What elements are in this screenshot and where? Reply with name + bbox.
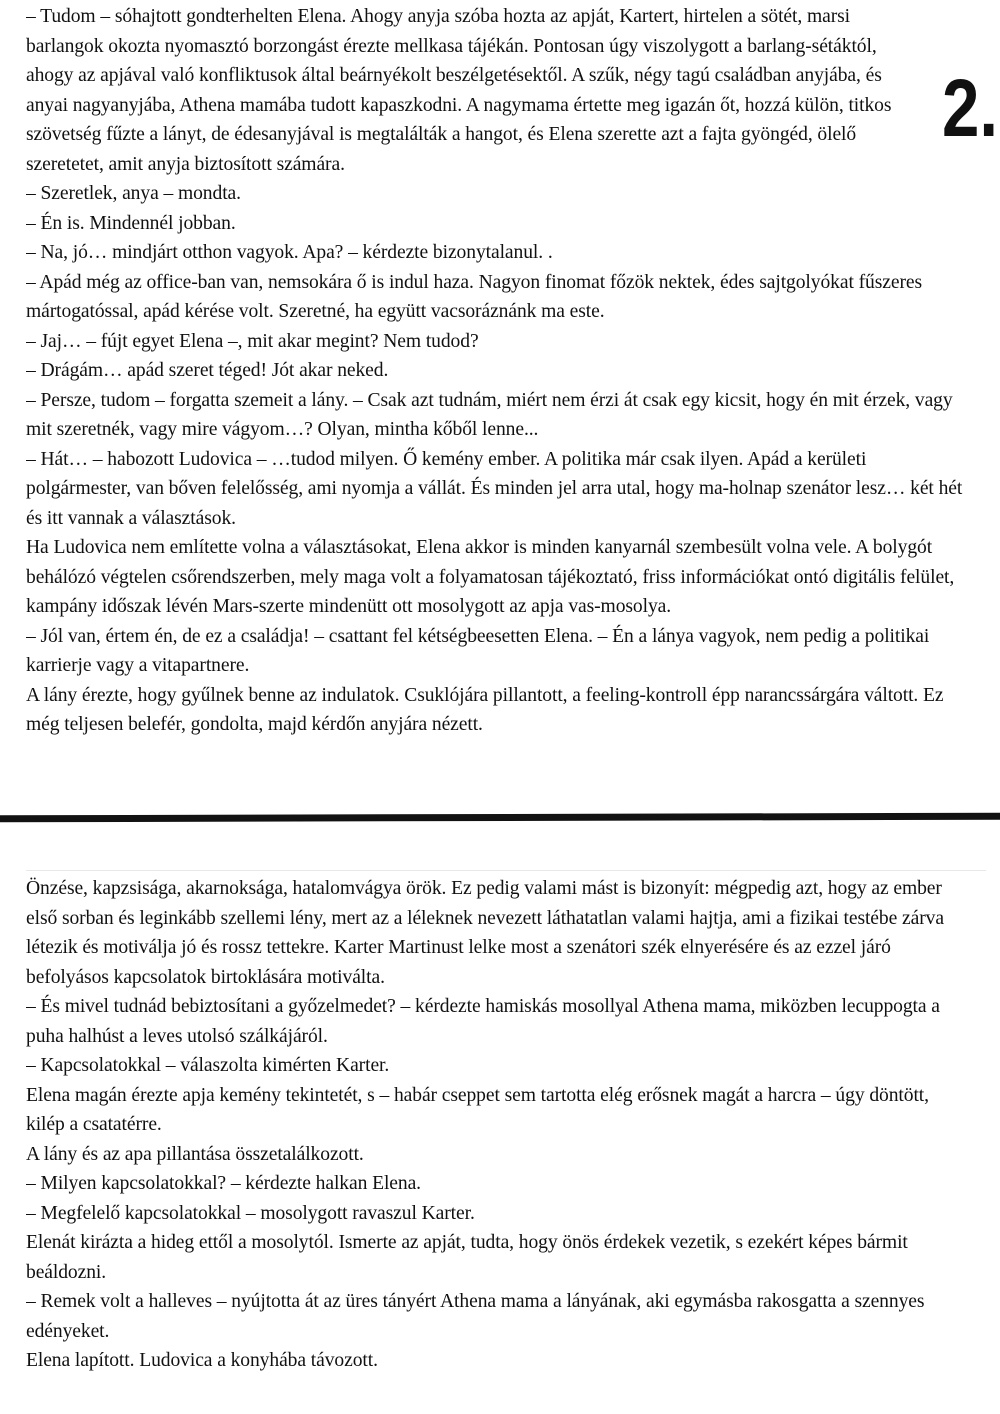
paragraph: – Tudom – sóhajtott gondterhelten Elena. Ahogy anyja szóba hozta az apját, Kartert, hirtelen a sötét, marsi barlangok okozta nyomasztó borzongást érezte mellkasa tájékán. Pontosan úgy viszolygott a barlang-sétáktól, ahogy az apjával való konfliktusok által beárnyékolt beszélgetésektől. A szűk, négy tagú családban anyjába, és anyai nagyanyjába, Athena mamába tudott kapaszkodni. A nagymama értette meg igazán őt, hozzá külön, titkos szövetség fűzte a lányt, de édesanyjával is megtalálták a hangot, és Elena szerette azt a fajta gyöngéd, ölelő szeretetet, amit anyja biztosított számára. — [26, 6, 892, 175]
paragraph: Elenát kirázta a hideg ettől a mosolytól. Ismerte az apját, tudta, hogy önös érdekek vezetik, s ezekért képes bármit beáldozni. — [26, 1232, 908, 1283]
excerpt-frame-line — [26, 870, 986, 871]
paragraph: – Remek volt a halleves – nyújtotta át az üres tányért Athena mama a lányának, aki egymásba rakosgatta a szennyes edényeket. — [26, 1291, 925, 1342]
paragraph: – Kapcsolatokkal – válaszolta kimérten Karter. — [26, 1055, 390, 1076]
paragraph: – Én is. Mindennél jobban. — [26, 212, 236, 234]
top-text-excerpt — [26, 2, 972, 792]
paragraph: A lány és az apa pillantása összetalálkozott. — [26, 1143, 364, 1165]
paragraph: – Na, jó… mindjárt otthon vagyok. Apa? – kérdezte bizonytalanul. . — [26, 242, 553, 263]
section-divider — [0, 813, 1000, 823]
paragraph: – Szeretlek, anya – mondta. — [26, 183, 241, 204]
paragraph: – Milyen kapcsolatokkal? – kérdezte halkan Elena. — [26, 1173, 421, 1194]
paragraph: Ha Ludovica nem említette volna a választásokat, Elena akkor is minden kanyarnál szembesült volna vele. A bolygót behálózó végtelen csőrendszerben, mely maga volt a folyamatosan tájékoztató, friss információkat ontó digitális felület, kampány időszak lévén Mars-szerte mindenütt ott mosolygott az apja vas-mosolya. — [26, 537, 955, 617]
paragraph: – És mivel tudnád bebiztosítani a győzelmedet? – kérdezte hamiskás mosollyal Athena mama, miközben lecuppogta a puha halhúst a leves utolsó szálkájáról. — [26, 996, 940, 1047]
paragraph: – Jól van, értem én, de ez a családja! – csattant fel kétségbeesetten Elena. – Én a lánya vagyok, nem pedig a politikai karrierje vagy a vitapartnere. — [26, 625, 930, 676]
paragraph: – Apád még az office-ban van, nemsokára ő is indul haza. Nagyon finomat főzök nektek, édes sajtgolyókat fűszeres mártogatóssal, apád kérése volt. Szeretné, ha együtt vacsoráznánk ma este. — [26, 271, 922, 322]
bottom-text-excerpt — [26, 874, 970, 1414]
paragraph: – Megfelelő kapcsolatokkal – mosolygott ravaszul Karter. — [26, 1202, 475, 1224]
paragraph: Elena lapított. Ludovica a konyhába távozott. — [26, 1350, 378, 1371]
paragraph: Elena magán érezte apja kemény tekintetét, s – habár cseppet sem tartotta elég erősnek magát a harcra – úgy döntött, kilép a csatatérre. — [26, 1084, 929, 1135]
paragraph: – Persze, tudom – forgatta szemeit a lány. – Csak azt tudnám, miért nem érzi át csak egy kicsit, hogy én mit érzek, vagy mit szeretnék, vagy mire vágyom…? Olyan, mintha kőből lenne... — [26, 389, 953, 440]
paragraph: A lány érezte, hogy gyűlnek benne az indulatok. Csuklójára pillantott, a feeling-kontroll épp narancssárgára váltott. Ez még teljesen belefér, gondolta, majd kérdőn anyjára nézett. — [26, 684, 944, 735]
paragraph: Önzése, kapzsisága, akarnoksága, hatalomvágya örök. Ez pedig valami mást is bizonyít: mégpedig azt, hogy az ember első sorban és leginkább szellemi lény, mert az a léleknek nevezett láthatatlan valami hajtja, ami a fizikai testébe zárva létezik és motiválja jó és rossz tettekre. Karter Martinust lelke most a szenátori szék elnyerésére és az ezzel járó befolyásos kapcsolatok birtoklására motiválta. — [26, 878, 944, 988]
paragraph: – Hát… – habozott Ludovica – …tudod milyen. Ő kemény ember. A politika már csak ilyen. Apád a kerületi polgármester, van bőven felelősség, ami nyomja a vállát. És minden jel arra utal, hogy ma-holnap szenátor lesz… két hét és itt vannak a választások. — [26, 448, 963, 529]
paragraph: – Jaj… – fújt egyet Elena –, mit akar megint? Nem tudod? — [26, 330, 479, 352]
paragraph: – Drágám… apád szeret téged! Jót akar neked. — [26, 360, 389, 381]
chapter-number: 2. — [942, 63, 999, 154]
